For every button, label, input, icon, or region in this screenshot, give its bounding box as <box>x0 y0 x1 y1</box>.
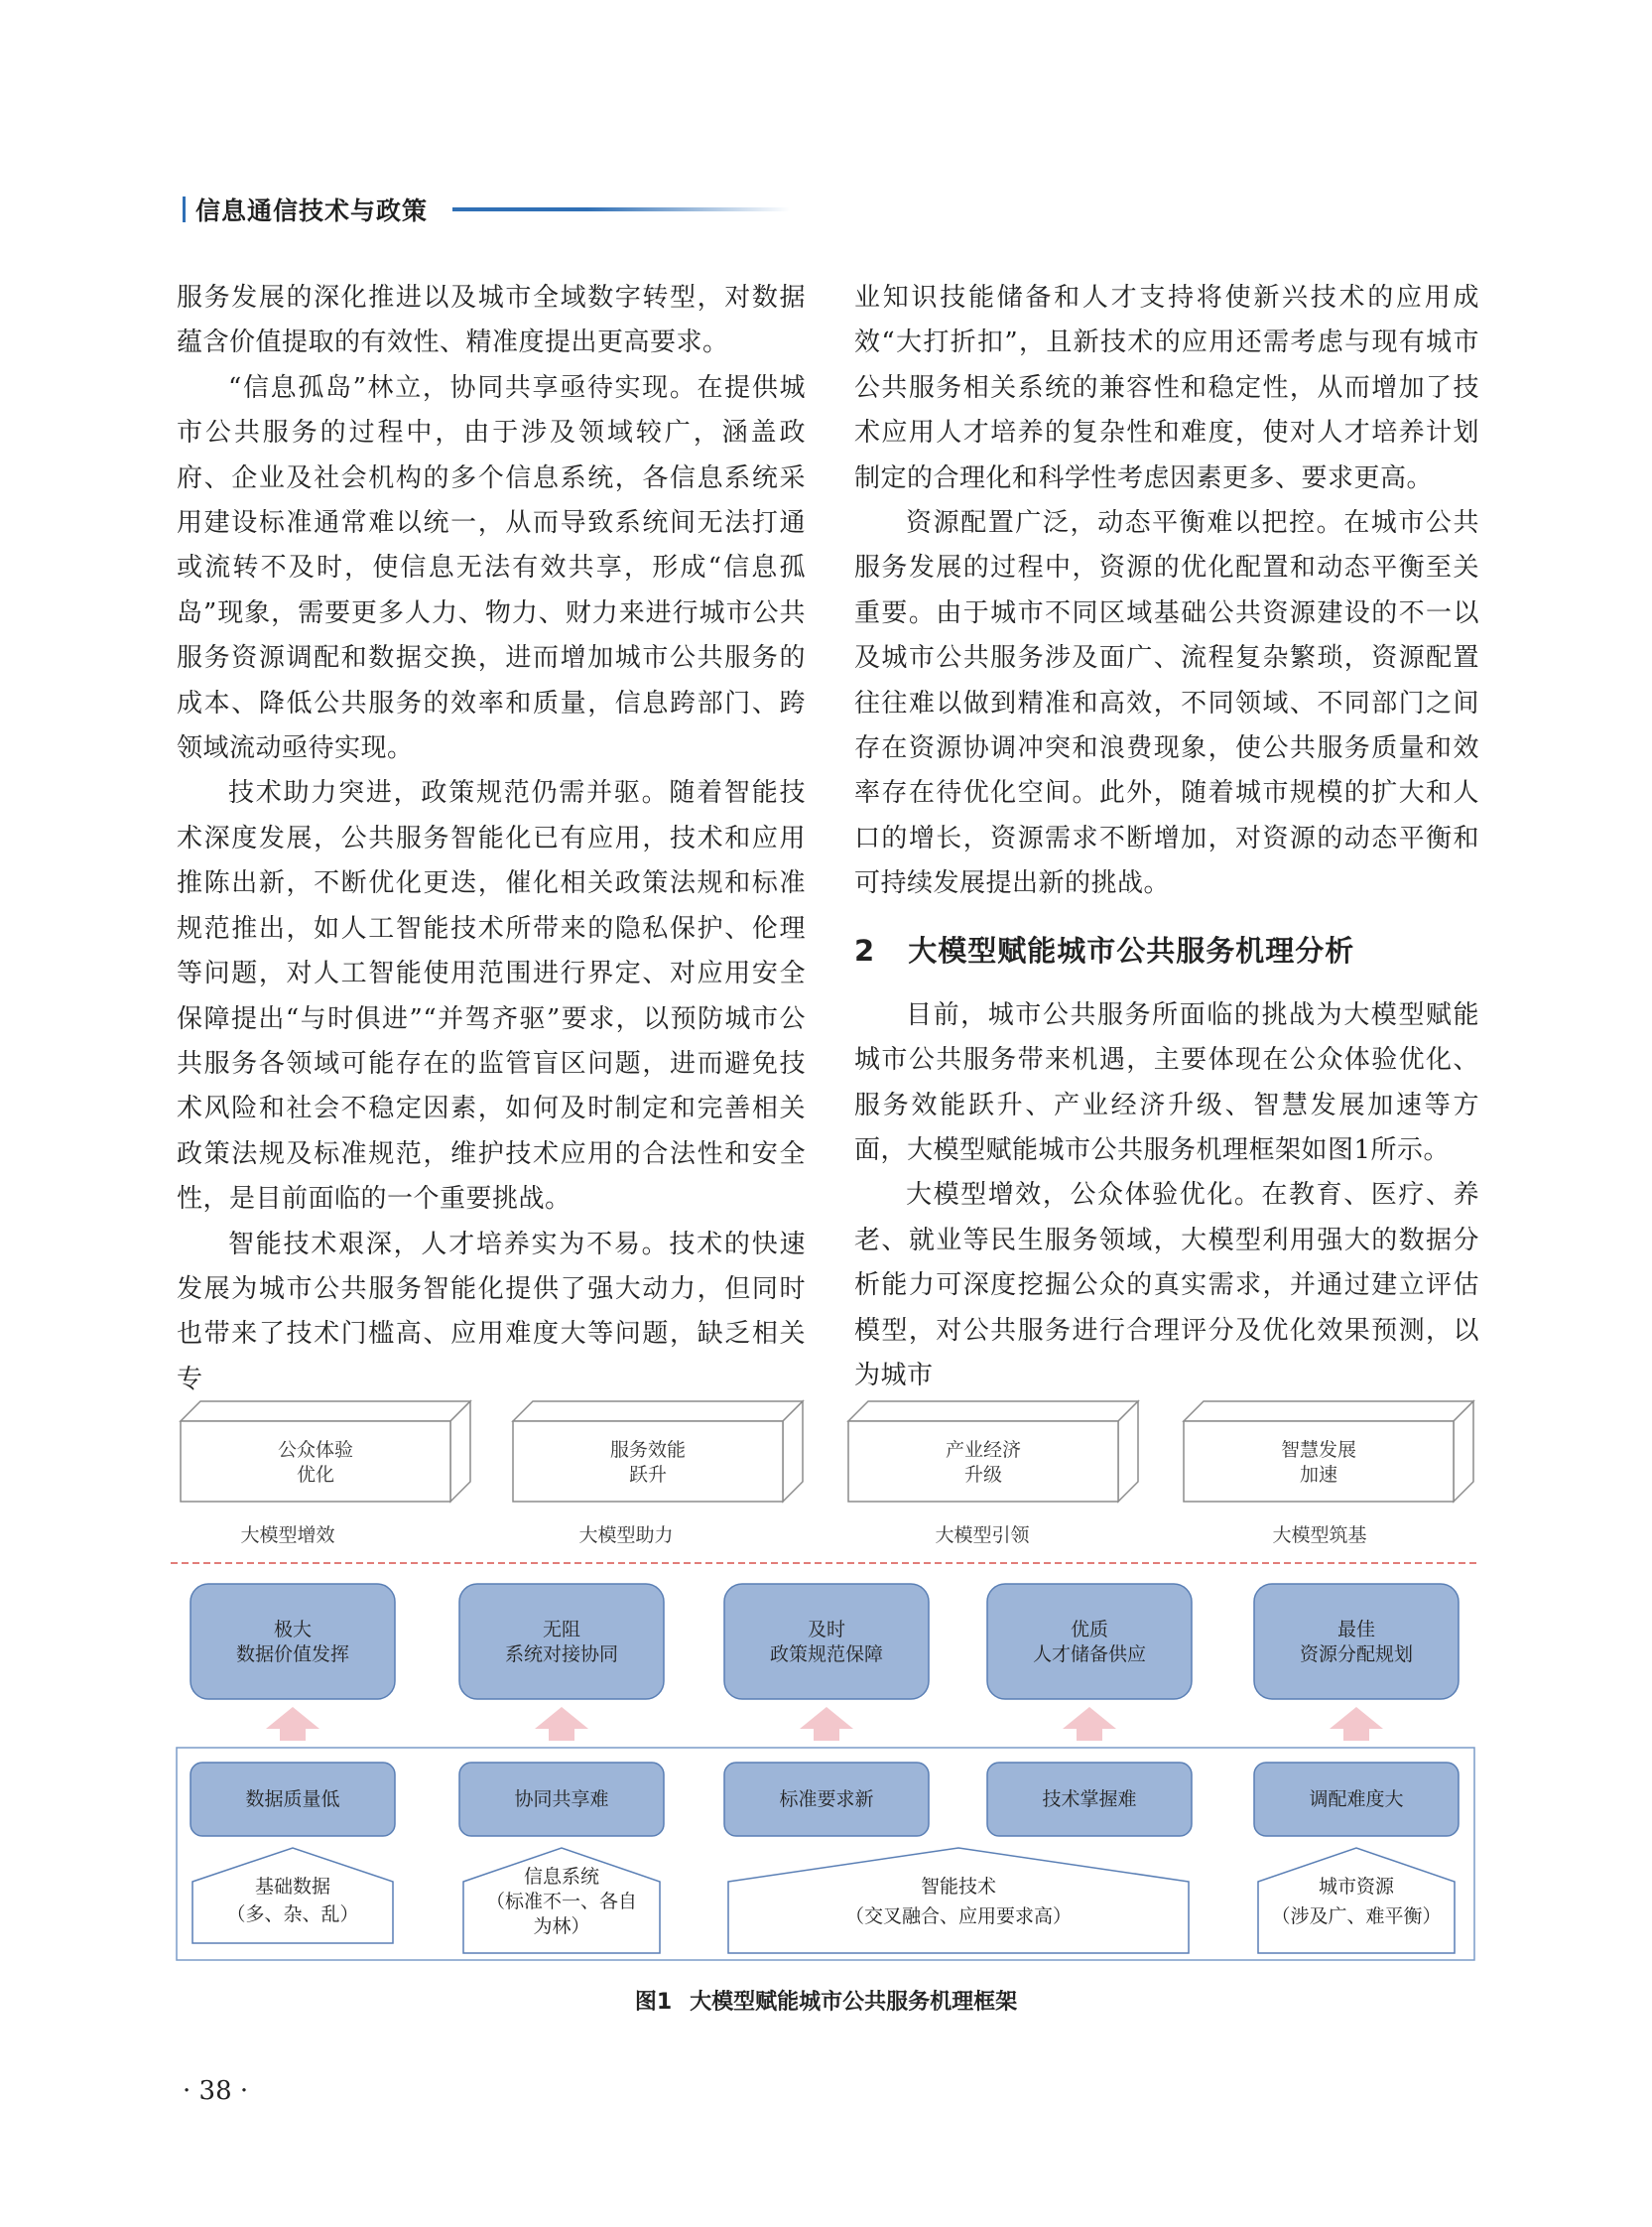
problem-box-5 <box>1254 1763 1459 1836</box>
middle-box-line1: 最佳 <box>1336 1619 1376 1640</box>
top-box-line1: 智慧发展 <box>1280 1439 1357 1461</box>
middle-box-line2: 人才储备供应 <box>1032 1643 1147 1665</box>
middle-box-line1: 及时 <box>807 1619 846 1640</box>
svg-text:基础数据: 基础数据 <box>254 1876 331 1898</box>
middle-box-3 <box>724 1584 929 1699</box>
top-box-line2: 加速 <box>1299 1464 1338 1486</box>
running-header <box>183 195 428 224</box>
section-heading <box>854 929 1479 970</box>
middle-box-2 <box>459 1584 664 1699</box>
problem-box-1 <box>191 1763 395 1836</box>
top-box-3 <box>848 1401 1138 1546</box>
journal-title: 信息通信技术与政策 <box>195 196 429 225</box>
paragraph: “信息孤岛”林立，协同共享亟待实现。在提供城市公共服务的过程中，由于涉及领域较广，涵盖政府、企业及社会机构的多个信息系统，各信息系统采用建设标准通常难以统一，从而导致系统间无法打通或流转不及时，使信息无法有效共享，形成“信息孤岛”现象，需要更多人力、物力、财力来进行城市公共服务资源调配和数据交换，进而增加城市公共服务的成本、降低公共服务的效率和质量，信息跨部门、跨领域流动亟待实现。 <box>177 372 806 764</box>
paragraph: 技术助力突进，政策规范仍需并驱。随着智能技术深度发展，公共服务智能化已有应用，技术和应用推陈出新，不断优化更迭，催化相关政策法规和标准规范推出，如人工智能技术所带来的隐私保护、伦理等问题，对人工智能使用范围进行界定、对应用安全保障提出“与时俱进”“并驾齐驱”要求，以预防城市公共服务各领域可能存在的监管盲区问题，进而避免技术风险和社会不稳定因素，如何及时制定和完善相关政策法规及标准规范，维护技术应用的合法性和安全性，是目前面临的一个重要挑战。 <box>177 778 806 1215</box>
top-box-4 <box>1184 1401 1473 1546</box>
svg-text:（交叉融合、应用要求高）: （交叉融合、应用要求高） <box>844 1905 1073 1927</box>
top-box-2 <box>513 1401 803 1546</box>
svg-text:信息系统: 信息系统 <box>523 1866 600 1888</box>
middle-box-1 <box>191 1584 395 1699</box>
svg-text:智能技术: 智能技术 <box>920 1876 997 1898</box>
figure-title: 大模型赋能城市公共服务机理框架 <box>690 1990 1018 2015</box>
problem-box-2 <box>459 1763 664 1836</box>
right-column <box>854 276 1479 1398</box>
svg-text:技术掌握难: 技术掌握难 <box>1042 1788 1137 1810</box>
top-box-label: 大模型增效 <box>240 1524 335 1546</box>
top-box-line2: 升级 <box>963 1464 1003 1486</box>
figure-1 <box>171 1389 1480 1975</box>
header-accent-bar <box>183 196 186 222</box>
middle-box-line1: 优质 <box>1070 1619 1109 1640</box>
svg-text:数据质量低: 数据质量低 <box>245 1788 340 1810</box>
top-box-1 <box>181 1401 470 1546</box>
base-group-1 <box>192 1848 393 1943</box>
figure-number: 图1 <box>634 1990 673 2015</box>
paragraph: 服务发展的深化推进以及城市全域数字转型，对数据蕴含价值提取的有效性、精准度提出更高要求。 <box>177 283 806 358</box>
base-group-2 <box>463 1848 660 1953</box>
middle-box-5 <box>1254 1584 1459 1699</box>
header-rule <box>452 207 790 211</box>
top-box-line2: 优化 <box>296 1464 335 1486</box>
section-title: 大模型赋能城市公共服务机理分析 <box>908 933 1355 968</box>
paragraph: 大模型增效，公众体验优化。在教育、医疗、养老、就业等民生服务领域，大模型利用强大的数据分析能力可深度挖掘公众的真实需求，并通过建立评估模型，对公共服务进行合理评分及优化效果预测，以为城市 <box>854 1180 1479 1390</box>
paragraph: 智能技术艰深，人才培养实为不易。技术的快速发展为城市公共服务智能化提供了强大动力，但同时也带来了技术门槛高、应用难度大等问题，缺乏相关专 <box>177 1229 806 1394</box>
svg-text:（多、杂、乱）: （多、杂、乱） <box>226 1903 359 1925</box>
top-box-line2: 跃升 <box>628 1464 668 1486</box>
middle-box-line1: 极大 <box>273 1619 313 1640</box>
top-box-line1: 公众体验 <box>277 1439 354 1461</box>
section-number: 2 <box>854 933 876 968</box>
top-box-label: 大模型引领 <box>935 1524 1030 1546</box>
svg-text:为林）: 为林） <box>533 1915 590 1937</box>
problem-box-4 <box>987 1763 1192 1836</box>
page-number: · 38 · <box>183 2076 249 2106</box>
svg-text:调配难度大: 调配难度大 <box>1309 1788 1404 1810</box>
left-column <box>177 276 806 1402</box>
paragraph: 业知识技能储备和人才支持将使新兴技术的应用成效“大打折扣”，且新技术的应用还需考虑与现有城市公共服务相关系统的兼容性和稳定性，从而增加了技术应用人才培养的复杂性和难度，使对人才培养计划制定的合理化和科学性考虑因素更多、要求更高。 <box>854 283 1479 493</box>
paragraph: 目前，城市公共服务所面临的挑战为大模型赋能城市公共服务带来机遇，主要体现在公众体验优化、服务效能跃升、产业经济升级、智慧发展加速等方面，大模型赋能城市公共服务机理框架如图1所示。 <box>854 999 1479 1165</box>
middle-box-4 <box>987 1584 1192 1699</box>
top-box-label: 大模型筑基 <box>1272 1524 1367 1546</box>
up-arrow-icon <box>1063 1707 1116 1741</box>
up-arrow-icon <box>1330 1707 1383 1741</box>
base-group-3 <box>728 1848 1189 1953</box>
top-box-label: 大模型助力 <box>578 1524 674 1546</box>
middle-box-line2: 资源分配规划 <box>1299 1643 1414 1665</box>
problem-box-3 <box>724 1763 929 1836</box>
top-box-line1: 服务效能 <box>609 1439 687 1461</box>
middle-box-line2: 系统对接协同 <box>504 1643 619 1665</box>
middle-box-line2: 政策规范保障 <box>769 1643 884 1665</box>
up-arrow-icon <box>266 1707 319 1741</box>
up-arrow-icon <box>800 1707 853 1741</box>
svg-text:（标准不一、各自: （标准不一、各自 <box>485 1891 638 1912</box>
top-box-line1: 产业经济 <box>945 1439 1022 1461</box>
paragraph: 资源配置广泛，动态平衡难以把控。在城市公共服务发展的过程中，资源的优化配置和动态平衡至关重要。由于城市不同区域基础公共资源建设的不一以及城市公共服务涉及面广、流程复杂繁琐，资源配置往往难以做到精准和高效，不同领域、不同部门之间存在资源协调冲突和浪费现象，使公共服务质量和效率存在待优化空间。此外，随着城市规模的扩大和人口的增长，资源需求不断增加，对资源的动态平衡和可持续发展提出新的挑战。 <box>854 508 1479 899</box>
up-arrow-icon <box>535 1707 588 1741</box>
svg-text:城市资源: 城市资源 <box>1318 1876 1395 1898</box>
svg-text:标准要求新: 标准要求新 <box>779 1788 874 1810</box>
svg-text:协同共享难: 协同共享难 <box>514 1788 609 1810</box>
middle-box-line2: 数据价值发挥 <box>235 1643 350 1665</box>
framework-diagram <box>171 1389 1480 1975</box>
base-group-4 <box>1258 1848 1455 1953</box>
svg-text:（涉及广、难平衡）: （涉及广、难平衡） <box>1271 1905 1442 1927</box>
middle-box-line1: 无阻 <box>542 1619 581 1640</box>
figure-caption <box>0 1985 1652 2016</box>
